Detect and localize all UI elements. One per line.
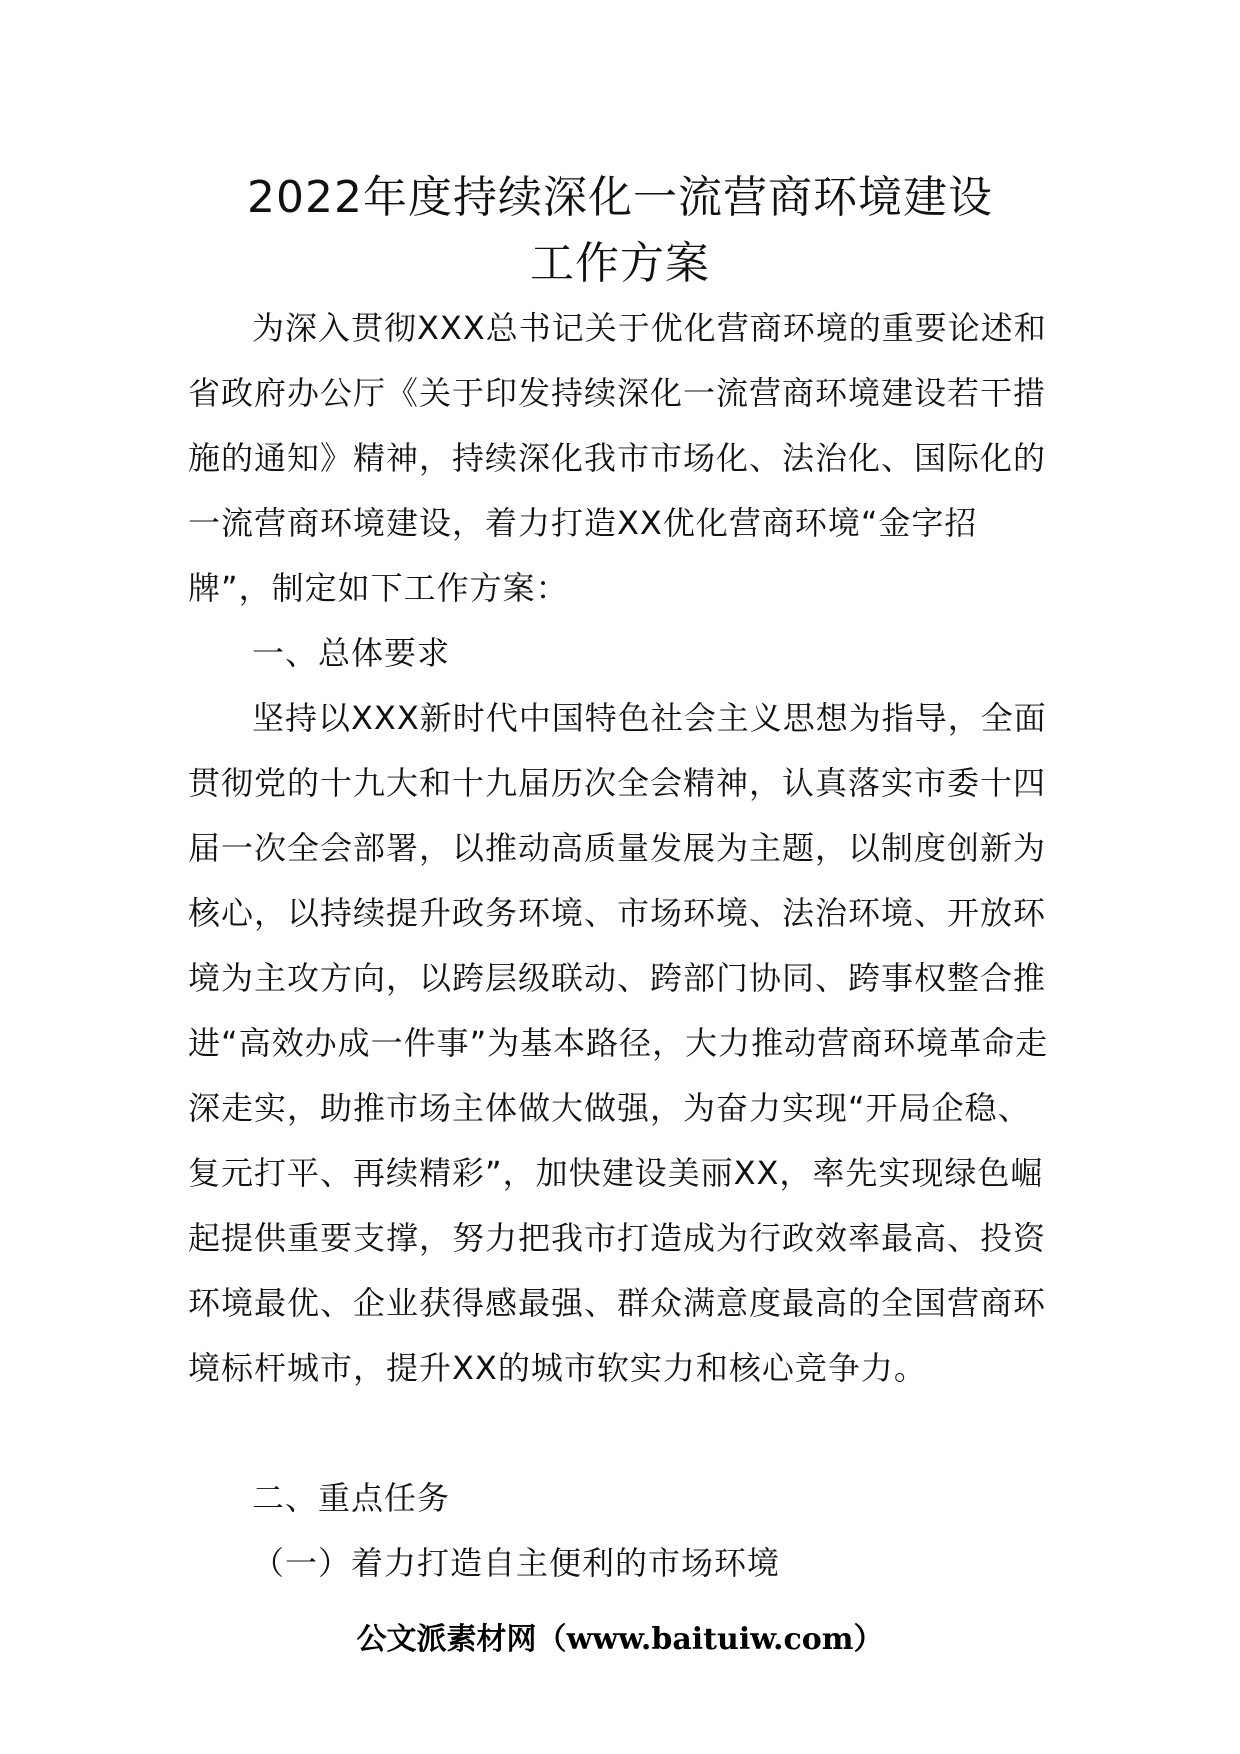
section-heading-general-requirements: 一、总体要求 [252,634,451,672]
subsection-heading-market-environment: （一）着力打造自主便利的市场环境 [252,1544,781,1582]
footer-watermark: 公文派素材网（www.baituiw.com） [356,1622,884,1657]
document-title-line1: 2022年度持续深化一流营商环境建设 [247,172,993,223]
general-requirements-paragraph: 坚持以XXX新时代中国特色社会主义思想为指导，全面贯彻党的十九大和十九届历次全会精神，认真落实市委十四届一次全会部署，以推动高质量发展为主题，以制度创新为核心，以持续提升政务环境、市场环境、法治环境、开放环境为主攻方向，以跨层级联动、跨部门协同、跨事权整合推进“高效办成一件事”为基本路径，大力推动营商环境革命走深走实，助推市场主体做大做强，为奋力实现“开局企稳、复元打平、再续精彩”，加快建设美丽XX，率先实现绿色崛起提供重要支撑，努力把我市打造成为行政效率最高、投资环境最优、企业获得感最强、群众满意度最高的全国营商环境标杆城市，提升XX的城市软实力和核心竞争力。 [188,699,1049,1387]
document-title-line2: 工作方案 [530,238,710,289]
intro-paragraph: 为深入贯彻XXX总书记关于优化营商环境的重要论述和省政府办公厅《关于印发持续深化一流营商环境建设若干措施的通知》精神，持续深化我市市场化、法治化、国际化的一流营商环境建设，着力打造XX优化营商环境“金字招牌”，制定如下工作方案： [188,309,1047,607]
section-heading-key-tasks: 二、重点任务 [252,1479,451,1517]
